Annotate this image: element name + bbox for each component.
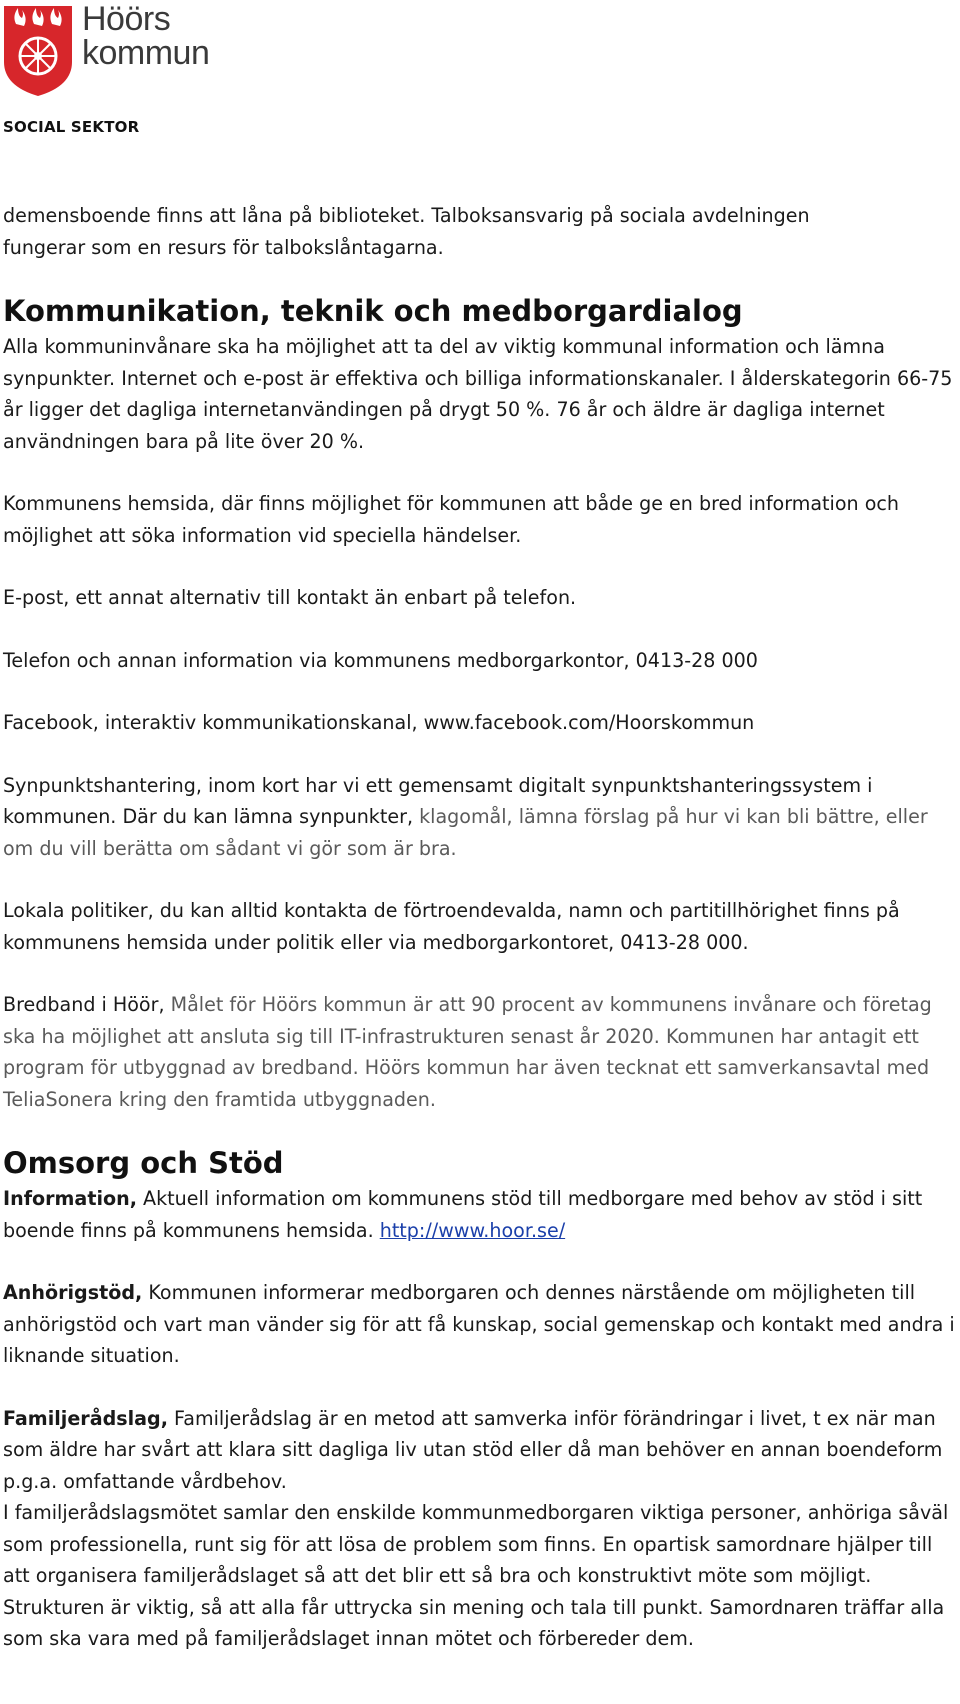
paragraph-telefon: Telefon och annan information via kommunens medborgarkontor, 0413-28 000 [3, 648, 758, 672]
paragraph-synpunktshantering [3, 770, 958, 865]
sector-label: SOCIAL SEKTOR [3, 118, 140, 136]
paragraph-bredband [3, 989, 958, 1115]
bredband-text: Målet för Höörs kommun är att 90 procent av kommunens invånare och företag ska ha möjlighet att ansluta sig till IT-infrastrukturen senast år 2020. Kommunen har antagit ett program för utbyggnad av bredband. Höörs kommun har även tecknat ett samverkansavtal med TeliaSonera kring den framtida utbyggnaden. [3, 993, 932, 1111]
paragraph-epost: E-post, ett annat alternativ till kontakt än enbart på telefon. [3, 586, 577, 609]
anhorigstod-text: Kommunen informerar medborgaren och dennes närstående om möjligheten till anhörigstöd och vart man vänder sig för att få kunskap, social gemenskap och kontakt med andra i liknande situation. [3, 1281, 955, 1367]
paragraph-information [3, 1183, 958, 1246]
hoor-website-link[interactable]: http://www.hoor.se/ [379, 1218, 566, 1242]
paragraph-facebook: Facebook, interaktiv kommunikationskanal, www.facebook.com/Hoorskommun [3, 711, 755, 734]
synpunkt-text-muted: klagomål, lämna förslag på hur vi kan bli bättre, eller om du vill berätta om sådant vi gör som är bra. [3, 805, 928, 860]
paragraph-familjeradslag [3, 1403, 958, 1498]
logo-line-1: Höörs [82, 0, 171, 38]
logo-wordmark [82, 2, 209, 70]
document-body [3, 200, 958, 1655]
information-text: Aktuell information om kommunens stöd till medborgare med behov av stöd i sitt boende finns på kommunens hemsida. [3, 1187, 923, 1242]
section-heading-kommunikation: Kommunikation, teknik och medborgardialog [3, 294, 743, 328]
paragraph-politiker: Lokala politiker, du kan alltid kontakta de förtroendevalda, namn och partitillhörighet finns på kommunens hemsida under politik eller via medborgarkontoret, 0413-28 000. [3, 899, 900, 954]
paragraph-kommuninvanare: Alla kommuninvånare ska ha möjlighet att ta del av viktig kommunal information och lämna synpunkter. Internet och e-post är effektiva och billiga informationskanaler. I ålderskategorin 66-75 år ligger det dagliga internetanvändingen på drygt 50 %. 76 år och äldre är dagliga internet användningen bara på lite över 20 %. [3, 335, 953, 453]
paragraph-familjeradslag-motet: I familjerådslagsmötet samlar den enskilde kommunmedborgaren viktiga personer, anhöriga såväl som professionella, runt sig för att lösa de problem som finns. En opartisk samordnare hjälper till att organisera familjerådslaget så att det blir ett så bra och konstruktivt möte som möjligt. Strukturen är viktig, så att alla får uttrycka sin mening och tala till punkt. Samordnaren träffar alla som ska vara med på familjerådslaget innan mötet och förbereder dem. [3, 1501, 949, 1650]
section-heading-omsorg: Omsorg och Stöd [3, 1146, 284, 1180]
bredband-label: Bredband i Höör, [3, 993, 165, 1016]
information-label: Information, [3, 1187, 137, 1210]
anhorigstod-label: Anhörigstöd, [3, 1281, 143, 1304]
familjeradslag-text: Familjerådslag är en metod att samverka inför förändringar i livet, t ex när man som äldre har svårt att klara sitt dagliga liv utan stöd eller då man behöver en annan boendeform p.g.a. omfattande vårdbehov. [3, 1406, 943, 1493]
hoor-kommun-logo [2, 2, 232, 98]
synpunkt-text: Synpunktshantering, inom kort har vi ett gemensamt digitalt synpunktshanteringssystem i kommunen. Där du kan lämna synpunkter, [3, 773, 873, 828]
logo-line-2: kommun [82, 34, 210, 72]
intro-paragraph: demensboende finns att låna på biblioteket. Talboksansvarig på sociala avdelningen fungerar som en resurs för talbokslåntagarna. [3, 204, 810, 259]
paragraph-anhorigstod [3, 1277, 958, 1372]
paragraph-hemsida: Kommunens hemsida, där finns möjlighet för kommunen att både ge en bred information och möjlighet att söka information vid speciella händelser. [3, 492, 899, 547]
familjeradslag-label: Familjerådslag, [3, 1406, 168, 1430]
coat-of-arms-icon [2, 2, 74, 98]
